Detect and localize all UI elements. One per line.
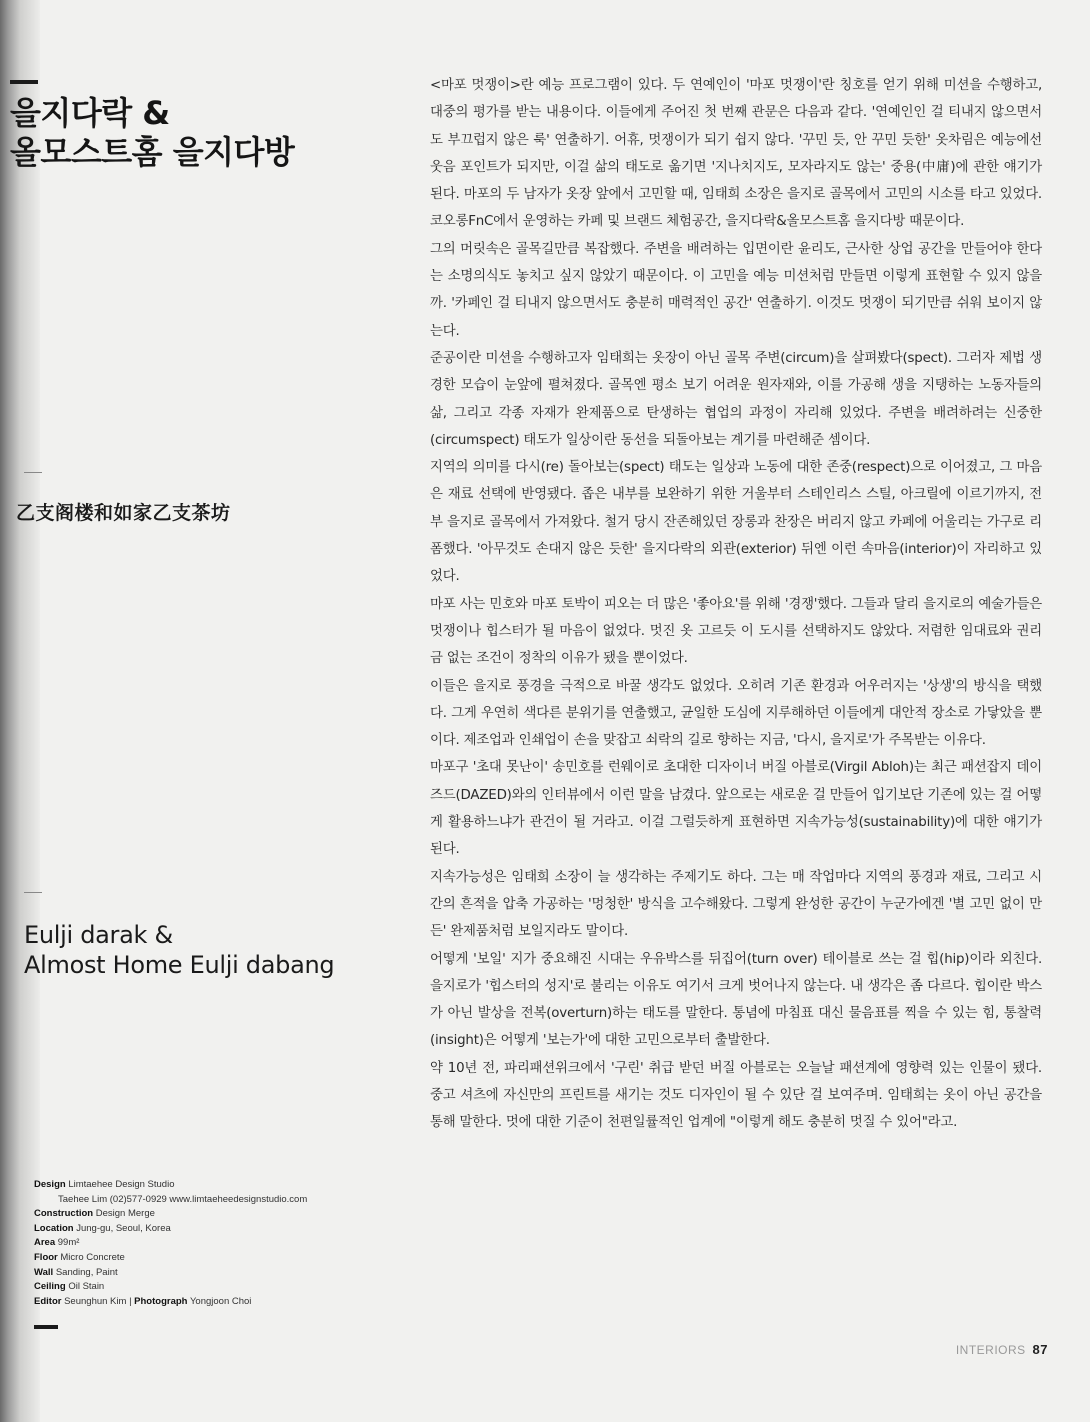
- credits-rule: [34, 1325, 58, 1329]
- paragraph: 지역의 의미를 다시(re) 돌아보는(spect) 태도는 일상과 노동에 대한 존중(respect)으로 이어졌고, 그 마음은 재료 선택에 반영됐다. 좁은 내부를 보완하기 위한 거울부터 스테인리스 스틸, 아크릴에 이르기까지, 전부 을지로 골목에서 가져왔다. 철거 당시 잔존해있던 장롱과 찬장은 버리지 않고 카페에 어울리는 가구로 리폼했다. '아무것도 손대지 않은 듯한' 을지다락의 외관(exterior) 뒤엔 이런 속마음(interior)이 자리하고 있었다.: [430, 460, 1042, 585]
- paragraph: 마포구 '초대 못난이' 송민호를 런웨이로 초대한 디자이너 버질 아블로(Virgil Abloh)는 최근 패션잡지 데이즈드(DAZED)와의 인터뷰에서 이런 말을 남겼다. 앞으로는 새로운 걸 만들어 입기보단 기존에 있는 걸 어떻게 활용하느냐가 관건이 될 거라고. 이걸 그럴듯하게 표현하면 지속가능성(sustainability)에 대한 얘기가 된다.: [430, 760, 1042, 858]
- magazine-name: INTERIORS: [955, 1343, 1026, 1357]
- korean-title: [10, 94, 410, 172]
- credit-design: Design Limtaehee Design Studio: [34, 1179, 175, 1190]
- korean-title-line1: 을지다락 &: [10, 94, 170, 132]
- paragraph: 마포 사는 민호와 마포 토박이 피오는 더 많은 '좋아요'를 위해 '경쟁'했다. 그들과 달리 을지로의 예술가들은 멋쟁이나 힙스터가 될 마음이 없었다. 멋진 옷 고르듯 이 도시를 선택하지도 않았다. 저렴한 임대료와 권리금 없는 조건이 정착의 이유가 됐을 뿐이었다.: [430, 596, 1042, 667]
- english-title: [24, 920, 334, 980]
- paragraph: 약 10년 전, 파리패션위크에서 '구린' 취급 받던 버질 아블로는 오늘날 패션계에 영향력 있는 인물이 됐다. 중고 셔츠에 자신만의 프린트를 새기는 것도 디자인이 될 수 있단 걸 보여주며. 임태희는 옷이 아닌 공간을 통해 말한다. 멋에 대한 기준이 천편일률적인 업계에 "이렇게 해도 충분히 멋질 수 있어"라고.: [430, 1060, 1042, 1131]
- page-number: 87: [1032, 1342, 1048, 1357]
- chinese-title-rule: [24, 472, 42, 473]
- credit-construction: Construction Design Merge: [34, 1208, 155, 1220]
- credit-area: Area 99m²: [34, 1237, 80, 1249]
- credit-design-contact: Taehee Lim (02)577-0929 www.limtaeheedesignstudio.com: [58, 1193, 308, 1205]
- paragraph: 그의 머릿속은 골목길만큼 복잡했다. 주변을 배려하는 입면이란 윤리도, 근사한 상업 공간을 만들어야 한다는 소명의식도 놓치고 싶지 않았기 때문이다. 이 고민을 예능 미션처럼 만들면 이렇게 표현할 수 있지 않을까. '카페인 걸 티내지 않으면서도 충분히 매력적인 공간' 연출하기. 이것도 멋쟁이 되기만큼 쉬워 보이지 않는다.: [430, 241, 1042, 339]
- credit-floor: Floor Micro Concrete: [34, 1251, 125, 1263]
- english-title-rule: [24, 892, 42, 893]
- credit-ceiling: Ceiling Oil Stain: [34, 1281, 105, 1293]
- title-rule: [10, 80, 38, 84]
- paragraph: 준공이란 미션을 수행하고자 임태희는 옷장이 아닌 골목 주변(circum)을 살펴봤다(spect). 그러자 제법 생경한 모습이 눈앞에 펼쳐졌다. 골목엔 평소 보기 어려운 원자재와, 이를 가공해 생을 지탱하는 노동자들의 삶, 그리고 각종 자재가 완제품으로 탄생하는 협업의 과정이 자리해 있었다. 주변을 배려하려는 신중한(circumspect) 태도가 일상이란 동선을 되돌아보는 계기를 마련해준 셈이다.: [430, 350, 1042, 448]
- paragraph: 지속가능성은 임태희 소장이 늘 생각하는 주제기도 하다. 그는 매 작업마다 지역의 풍경과 재료, 그리고 시간의 흔적을 압축 가공하는 '멍청한' 방식을 고수해왔다. 그렇게 완성한 공간이 누군가에겐 '별 고민 없이 만든' 완제품처럼 보일지라도 말이다.: [430, 869, 1042, 940]
- article-body: [430, 72, 1042, 1137]
- credit-wall: Wall Sanding, Paint: [34, 1266, 118, 1278]
- paragraph: <마포 멋쟁이>란 예능 프로그램이 있다. 두 연예인이 '마포 멋쟁이'란 칭호를 얻기 위해 미션을 수행하고, 대중의 평가를 받는 내용이다. 이들에게 주어진 첫 번째 관문은 다음과 같다. '연예인인 걸 티내지 않으면서도 부끄럽지 않은 룩' 연출하기. 어휴, 멋쟁이가 되기 쉽지 않다. '꾸민 듯, 안 꾸민 듯한' 옷차림은 예능에선 웃음 포인트가 되지만, 이걸 삶의 태도로 옮기면 '지나치지도, 모자라지도 않는' 중용(中庸)에 관한 얘기가 된다. 마포의 두 남자가 옷장 앞에서 고민할 때, 임태희 소장은 을지로 골목에서 고민의 시소를 타고 있었다. 코오롱FnC에서 운영하는 카페 및 브랜드 체험공간, 을지다락&올모스트홈 을지다방 때문이다.: [430, 78, 1042, 230]
- english-title-line1: Eulji darak &: [24, 921, 173, 949]
- paragraph: 어떻게 '보일' 지가 중요해진 시대는 우유박스를 뒤집어(turn over) 테이블로 쓰는 걸 힙(hip)이라 외친다. 을지로가 '힙스터의 성지'로 불리는 이유도 여기서 크게 벗어나지 않는다. 내 생각은 좀 다르다. 힙이란 박스가 아닌 발상을 전복(overturn)하는 태도를 말한다. 통념에 마침표 대신 물음표를 찍을 수 있는 힘, 통찰력(insight)은 어떻게 '보는가'에 대한 고민으로부터 출발한다.: [430, 951, 1042, 1049]
- credit-location: Location Jung-gu, Seoul, Korea: [34, 1222, 171, 1234]
- paragraph: 이들은 을지로 풍경을 극적으로 바꿀 생각도 없었다. 오히려 기존 환경과 어우러지는 '상생'의 방식을 택했다. 그게 우연히 색다른 분위기를 연출했고, 균일한 도심에 지루해하던 이들에게 대안적 장소로 가닿았을 뿐이다. 제조업과 인쇄업이 손을 맞잡고 쇠락의 길로 향하는 지금, '다시, 을지로'가 주목받는 이유다.: [430, 678, 1042, 749]
- page-footer: [956, 1342, 1048, 1357]
- credit-editor-photograph: Editor Seunghun Kim | Photograph Yongjoon Choi: [34, 1295, 252, 1307]
- english-title-line2: Almost Home Eulji dabang: [24, 951, 335, 979]
- chinese-title: 乙支阁楼和如家乙支茶坊: [16, 502, 231, 524]
- korean-title-line2: 올모스트홈 을지다방: [10, 133, 295, 171]
- project-credits: [34, 1178, 414, 1309]
